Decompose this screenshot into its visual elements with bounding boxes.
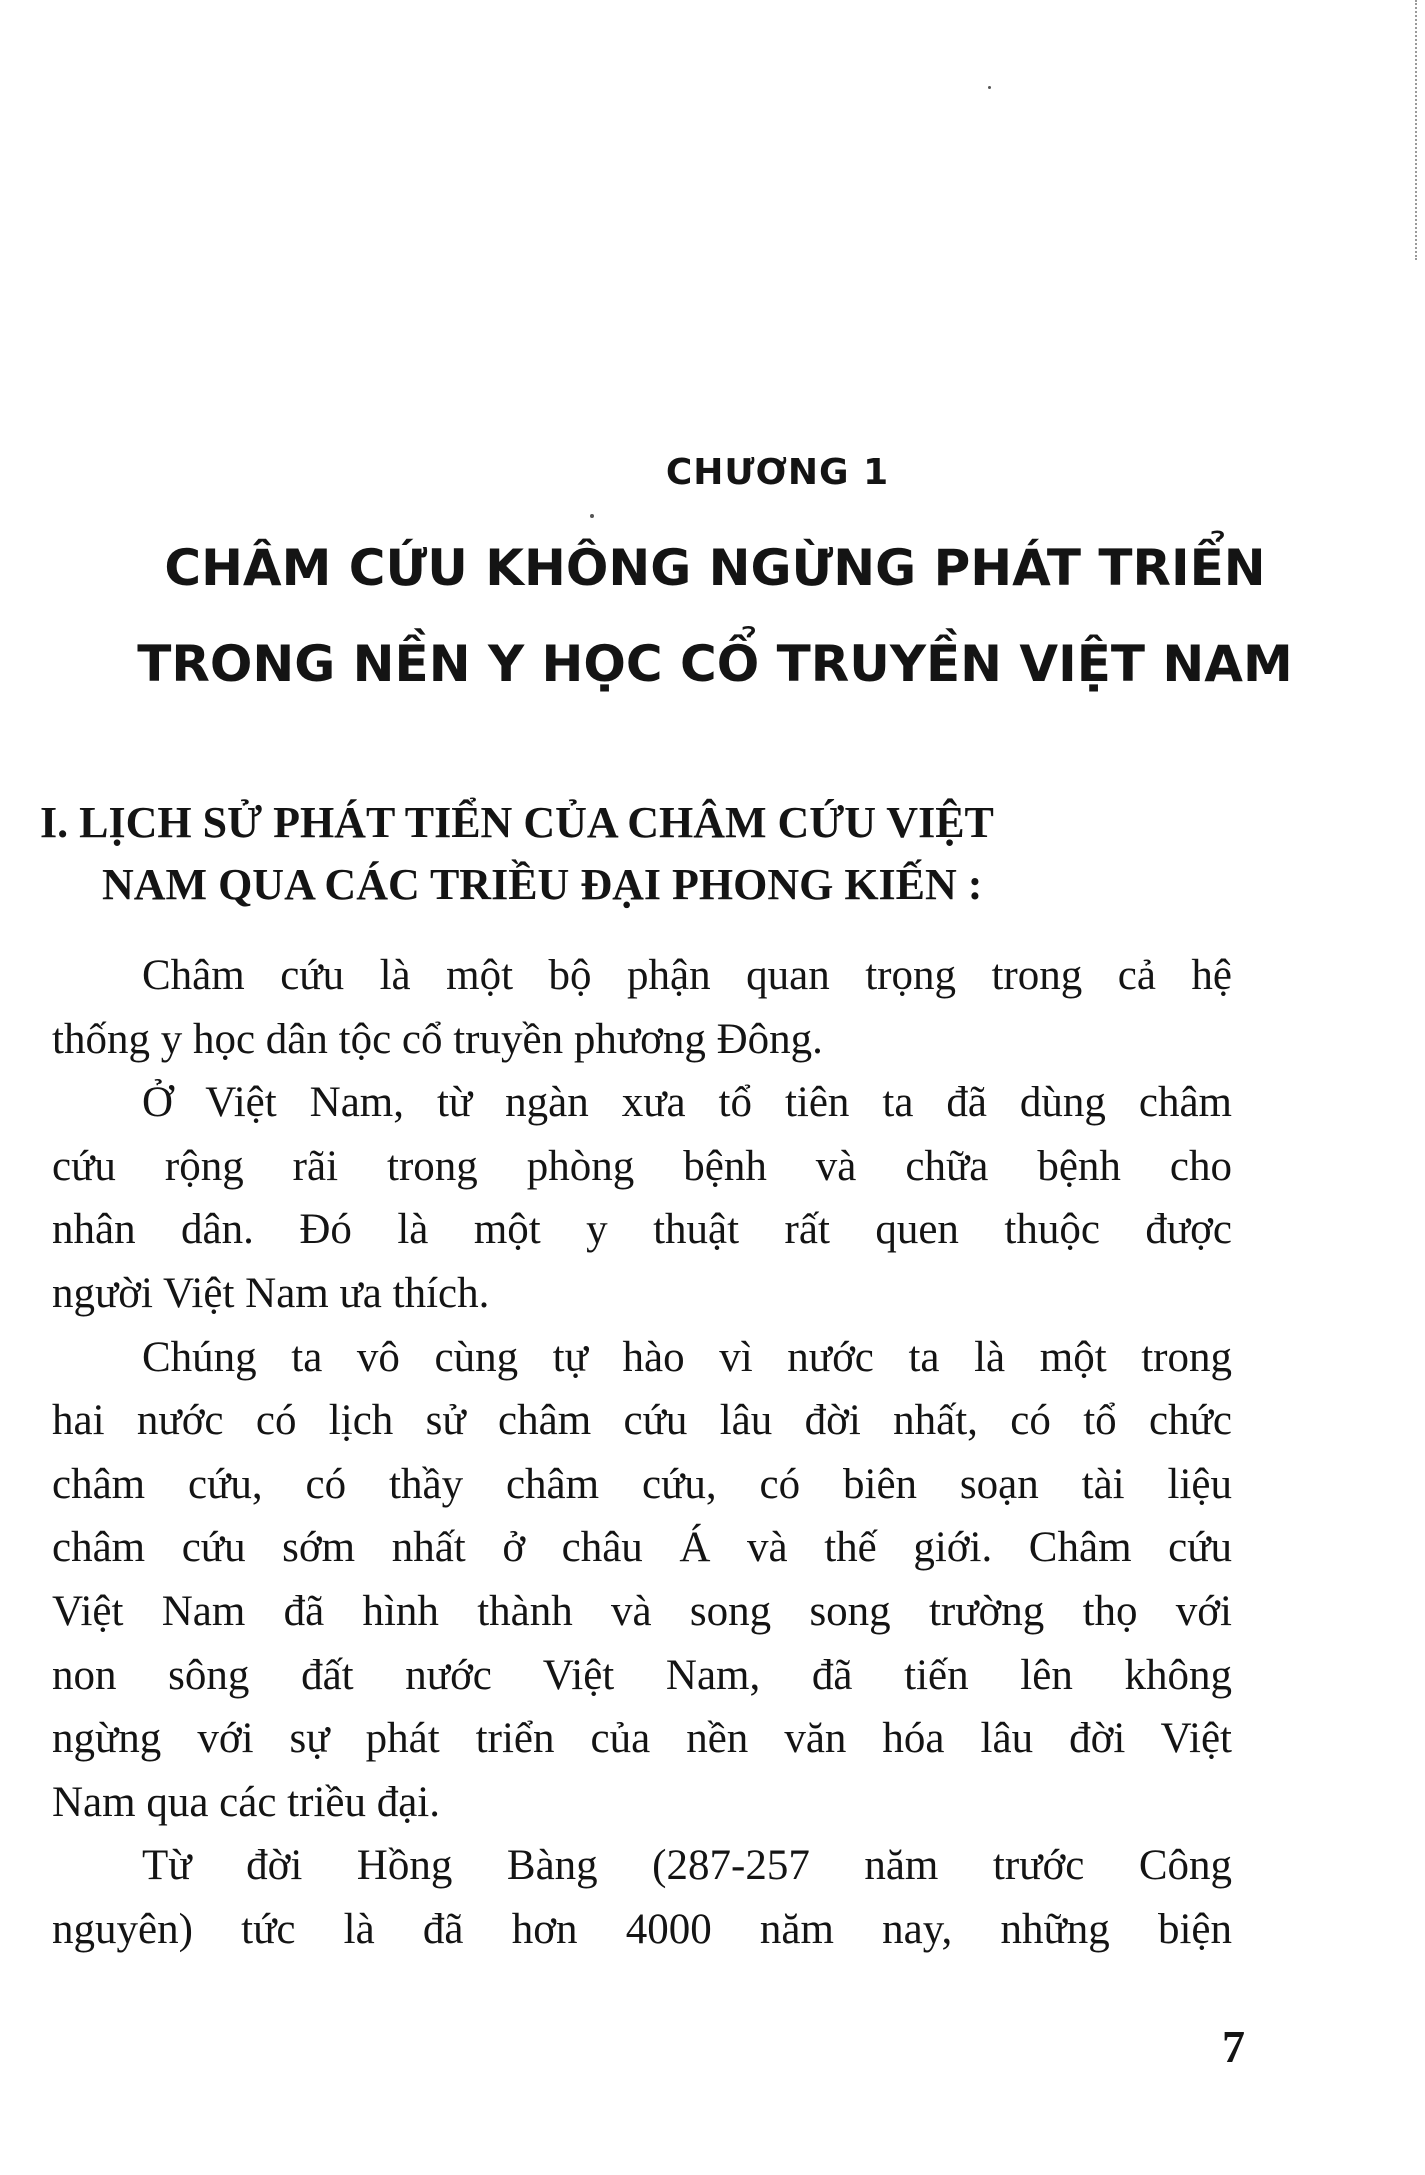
scan-speck [988,86,991,89]
paragraph [52,944,1232,1071]
paragraph [52,1071,1232,1325]
section-heading-line: NAM QUA CÁC TRIỀU ĐẠI PHONG KIẾN : [102,860,983,909]
text-line: nguyên) tức là đã hơn 4000 năm nay, những biện [52,1905,1232,1953]
text-line: châm cứu sớm nhất ở châu Á và thế giới. Châm cứu [52,1524,1232,1572]
text-line: thống y học dân tộc cổ truyền phương Đông. [52,1015,823,1063]
scan-edge-artifact [1415,0,1425,260]
text-line: hai nước có lịch sử châm cứu lâu đời nhất, có tổ chức [52,1397,1232,1445]
paragraph [52,1326,1232,1835]
text-line: Ở Việt Nam, từ ngàn xưa tổ tiên ta đã dùng châm [142,1079,1232,1127]
text-line: cứu rộng rãi trong phòng bệnh và chữa bệnh cho [52,1142,1232,1190]
text-line: nhân dân. Đó là một y thuật rất quen thuộc được [52,1206,1232,1254]
text-line: Châm cứu là một bộ phận quan trọng trong cả hệ [142,952,1232,999]
text-line: Nam qua các triều đại. [52,1778,441,1826]
section-heading [40,792,1240,916]
text-line: Từ đời Hồng Bàng (287-257 năm trước Công [142,1842,1232,1890]
chapter-label: CHƯƠNG 1 [665,452,890,493]
text-line: Chúng ta vô cùng tự hào vì nước ta là một trong [142,1333,1232,1381]
scan-speck [590,514,594,518]
text-line: châm cứu, có thầy châm cứu, có biên soạn tài liệu [52,1460,1232,1508]
section-heading-line: I. LỊCH SỬ PHÁT TIỂN CỦA CHÂM CỨU VIỆT [40,798,994,847]
page-number: 7 [1222,2021,1245,2072]
text-line: người Việt Nam ưa thích. [52,1269,490,1317]
text-line: non sông đất nước Việt Nam, đã tiến lên không [52,1651,1232,1699]
chapter-title [80,520,1350,712]
text-line: ngừng với sự phát triển của nền văn hóa lâu đời Việt [52,1715,1232,1763]
body-text [52,944,1232,1962]
chapter-title-line: TRONG NỀN Y HỌC CỔ TRUYỀN VIỆT NAM [137,635,1293,693]
chapter-title-line: CHÂM CỨU KHÔNG NGỪNG PHÁT TRIỂN [164,539,1266,597]
paragraph [52,1834,1232,1961]
text-line: Việt Nam đã hình thành và song song trường thọ với [52,1587,1232,1635]
